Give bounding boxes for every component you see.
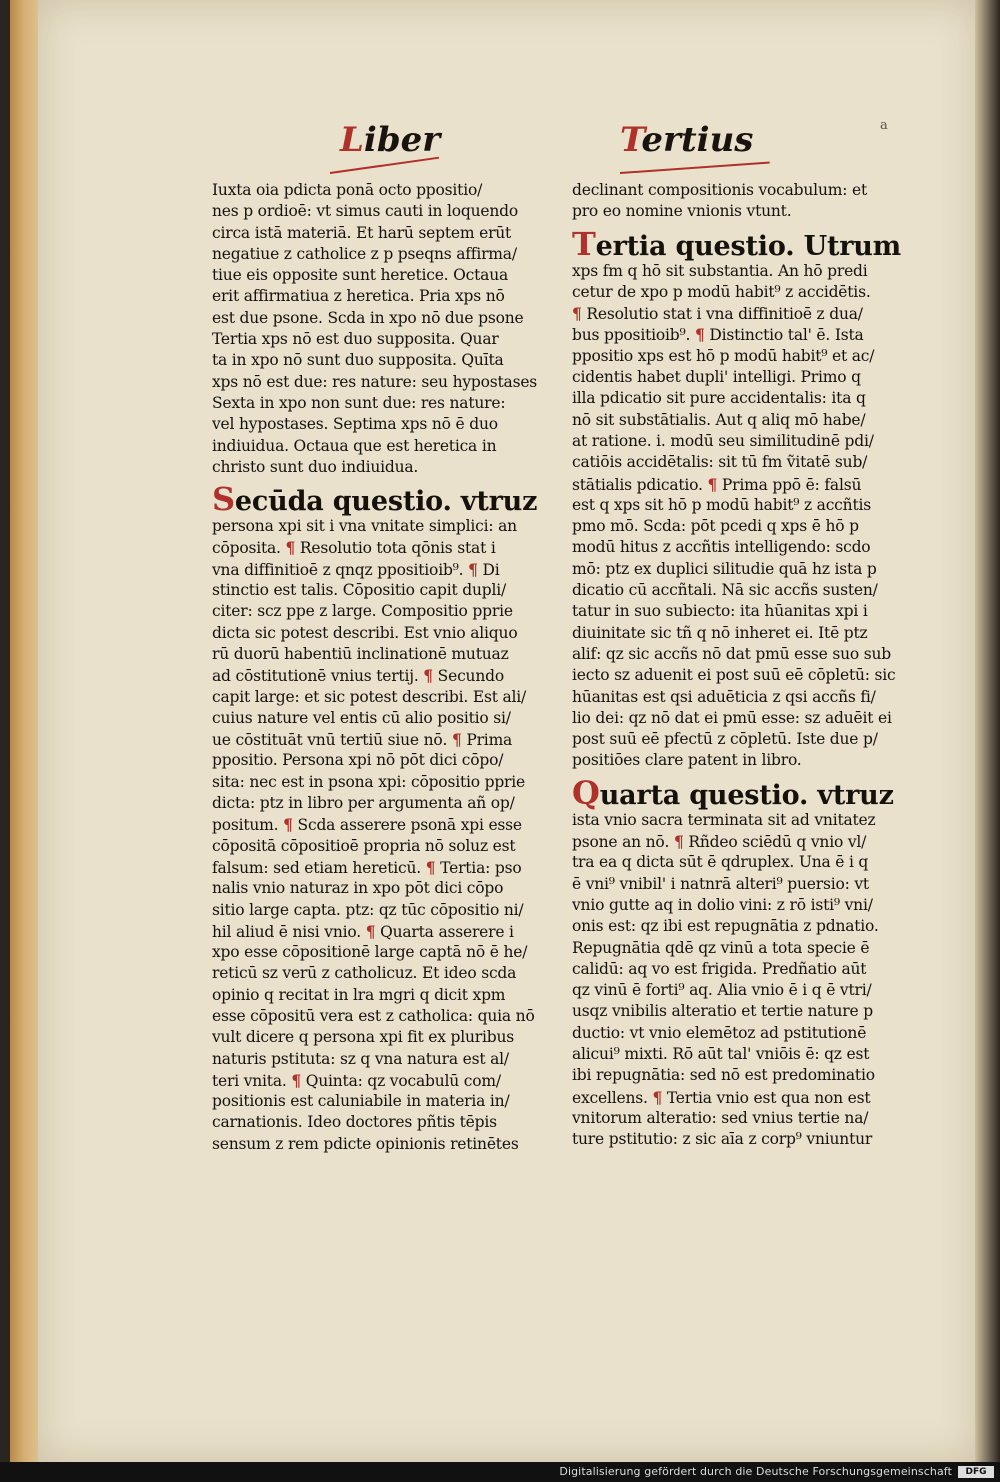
page-edge-left xyxy=(10,0,40,1462)
text-line: lio dei: qz nō dat ei pmū esse: sz aduēit ei xyxy=(572,708,892,727)
text-line: positiōes clare patent in libro. xyxy=(572,751,802,770)
pilcrow-icon: ¶ xyxy=(652,1087,663,1107)
left-column xyxy=(212,180,552,1155)
text-line: usqz vnibilis alteratio et tertie nature p xyxy=(572,1002,873,1021)
text-line: circa istā materiā. Et harū septem erūt xyxy=(212,223,512,242)
page-edge-right xyxy=(975,0,1000,1462)
text-line: persona xpi sit i vna vnitate simplici: an xyxy=(212,517,517,536)
heading-text: uarta questio. vtruz xyxy=(599,779,894,811)
text-line: christo sunt duo indiuidua. xyxy=(212,457,419,476)
pilcrow-icon: ¶ xyxy=(707,474,718,494)
pilcrow-icon: ¶ xyxy=(468,559,478,579)
text-line: psone an nō. ¶ Rñdeo sciēdū q vnio vl/ xyxy=(572,832,867,852)
text-line: post suū eē pfectū z cōpletū. Iste due p/ xyxy=(572,730,878,749)
text-line: tra ea q dicta sūt ē qdruplex. Una ē i q xyxy=(572,853,869,872)
rubric-initial: Q xyxy=(572,773,600,812)
text-line: Sexta in xpo non sunt due: res nature: xyxy=(212,393,506,412)
running-head-left-text: iber xyxy=(363,120,441,160)
text-line: ē vni⁹ vnibil' i natnrā alteri⁹ puersio: vt xyxy=(572,874,869,893)
pilcrow-icon: ¶ xyxy=(285,538,296,558)
text-line: teri vnita. ¶ Quinta: qz vocabulū com/ xyxy=(212,1070,501,1090)
text-line: bus ppositioib⁹. ¶ Distinctio tal' ē. Ista xyxy=(572,325,864,345)
text-line: negatiue z catholice z p pseqns affirma/ xyxy=(212,244,517,263)
text-line: positionis est caluniabile in materia in/ xyxy=(212,1092,510,1111)
text-line: ibi repugnātia: sed nō est predominatio xyxy=(572,1066,875,1085)
text-line: ue cōstituāt vnū tertiū siue nō. ¶ Prima xyxy=(212,730,513,750)
text-line: ta in xpo nō sunt duo supposita. Quīta xyxy=(212,351,504,370)
text-line: dicta sic potest describi. Est vnio aliquo xyxy=(212,623,518,642)
text-line: falsum: sed etiam hereticū. ¶ Tertia: pso xyxy=(212,857,522,877)
text-line: excellens. ¶ Tertia vnio est qua non est xyxy=(572,1087,871,1107)
question-heading xyxy=(212,480,552,519)
text-line: positum. ¶ Scda asserere psonā xpi esse xyxy=(212,815,522,835)
footer-bar xyxy=(0,1462,1000,1482)
text-line: opinio q recitat in lra mgri q dicit xpm xyxy=(212,985,506,1004)
text-line: diuinitate sic tñ q nō inheret ei. Itē ptz xyxy=(572,623,868,642)
text-line: nes p ordioē: vt simus cauti in loquendo xyxy=(212,202,519,221)
text-line: pmo mō. Scda: pōt pcedi q xps ē hō p xyxy=(572,517,859,536)
running-head-left xyxy=(340,120,440,160)
text-line: cuius nature vel entis cū alio positio si/ xyxy=(212,708,511,727)
text-line: dicta: ptz in libro per argumenta añ op/ xyxy=(212,794,515,813)
text-line: est q xps sit hō p modū habit⁹ z accñtis xyxy=(572,495,871,514)
text-line: capit large: et sic potest describi. Est ali/ xyxy=(212,687,527,706)
text-line: nō sit substātialis. Aut q aliq mō habe/ xyxy=(572,410,866,429)
running-head-left-initial: L xyxy=(340,120,364,160)
text-line: xps nō est due: res nature: seu hypostases xyxy=(212,372,538,391)
rubric-initial: T xyxy=(572,224,596,263)
text-line: naturis pstituta: sz q vna natura est al/ xyxy=(212,1049,509,1068)
text-line: vnio gutte aq in dolio vini: z rō isti⁹ vni/ xyxy=(572,895,873,914)
text-line: cidentis habet dupli' intelligi. Primo q xyxy=(572,368,861,387)
text-line: erit affirmatiua z heretica. Pria xps nō xyxy=(212,287,505,306)
text-line: Iuxta oia pdicta ponā octo ppositio/ xyxy=(212,181,483,199)
rubric-initial: S xyxy=(212,480,235,519)
pilcrow-icon: ¶ xyxy=(425,857,436,877)
text-line: ductio: vt vnio elemētoz ad pstitutionē xyxy=(572,1023,867,1042)
folio-mark: a xyxy=(880,118,888,133)
text-line: qz vinū ē forti⁹ aq. Alia vnio ē i q ē vtri/ xyxy=(572,981,872,1000)
text-line: citer: scz ppe z large. Compositio pprie xyxy=(212,602,513,621)
text-line: calidū: aq vo est frigida. Predñatio aūt xyxy=(572,959,867,978)
text-line: reticū sz verū z catholicuz. Et ideo scda xyxy=(212,964,517,983)
dfg-logo-icon: DFG xyxy=(958,1466,994,1478)
pilcrow-icon: ¶ xyxy=(283,815,293,835)
text-line: ture pstitutio: z sic aīa z corp⁹ vniuntur xyxy=(572,1130,873,1149)
text-line: ppositio. Persona xpi nō pōt dici cōpo/ xyxy=(212,751,504,770)
text-line: vult dicere q persona xpi fit ex pluribus xyxy=(212,1028,515,1047)
question-heading xyxy=(572,224,912,263)
text-line: iecto sz aduenit ei post suū eē cōpletū: sic xyxy=(572,666,896,685)
text-line: cetur de xpo p modū habit⁹ z accidētis. xyxy=(572,282,871,301)
text-line: ista vnio sacra terminata sit ad vnitatez xyxy=(572,810,876,829)
text-line: ad cōstitutionē vnius tertij. ¶ Secundo xyxy=(212,666,504,686)
text-line: Repugnātia qdē qz vinū a tota specie ē xyxy=(572,938,870,957)
text-line: pro eo nomine vnionis vtunt. xyxy=(572,202,792,221)
text-line: Tertia xps nō est duo supposita. Quar xyxy=(212,330,499,349)
text-line: ppositio xps est hō p modū habit⁹ et ac/ xyxy=(572,346,875,365)
pilcrow-icon: ¶ xyxy=(694,325,705,345)
pilcrow-icon: ¶ xyxy=(674,832,684,852)
text-line: xpo esse cōpositionē large captā nō ē he/ xyxy=(212,943,528,962)
text-line: stātialis pdicatio. ¶ Prima ppō ē: falsū xyxy=(572,474,862,494)
text-line: declinant compositionis vocabulum: et xyxy=(572,181,867,199)
running-head-right xyxy=(620,120,753,160)
question-heading xyxy=(572,773,912,812)
pilcrow-icon: ¶ xyxy=(451,730,462,750)
text-line: indiuidua. Octaua que est heretica in xyxy=(212,436,497,455)
text-line: dicatio cū accñtali. Nā sic accñs susten/ xyxy=(572,581,878,600)
text-line: at ratione. i. modū seu similitudinē pdi/ xyxy=(572,431,874,450)
text-line: sitio large capta. ptz: qz tūc cōpositio ni/ xyxy=(212,900,524,919)
pilcrow-icon: ¶ xyxy=(572,304,582,324)
right-column xyxy=(572,180,912,1150)
text-line: alicui⁹ mixti. Rō aūt tal' vniōis ē: qz est xyxy=(572,1044,870,1063)
heading-text: ertia questio. Utrum xyxy=(595,230,902,262)
text-line: vnitorum alteratio: sed vnius tertie na/ xyxy=(572,1108,869,1127)
text-line: ¶ Resolutio stat i vna diffinitioē z dua/ xyxy=(572,304,863,324)
text-line: est due psone. Scda in xpo nō due psone xyxy=(212,308,524,327)
text-line: modū hitus z accñtis intelligendo: scdo xyxy=(572,538,871,557)
heading-text: ecūda questio. vtruz xyxy=(234,486,538,518)
text-line: alif: qz sic accñs nō dat pmū esse suo sub xyxy=(572,644,891,663)
text-line: hūanitas est qsi aduēticia z qsi accñs fi/ xyxy=(572,687,876,706)
text-line: hil aliud ē nisi vnio. ¶ Quarta asserere i xyxy=(212,921,514,941)
text-line: sita: nec est in psona xpi: cōpositio pprie xyxy=(212,772,525,791)
pilcrow-icon: ¶ xyxy=(365,921,376,941)
text-line: xps fm q hō sit substantia. An hō predi xyxy=(572,261,868,280)
text-line: vna diffinitioē z qnqz ppositioib⁹. ¶ Di xyxy=(212,559,500,579)
text-line: esse cōpositū vera est z catholica: quia nō xyxy=(212,1006,535,1025)
text-line: illa pdicatio sit pure accidentalis: ita q xyxy=(572,389,866,408)
text-line: rū duorū habentiū inclinationē mutuaz xyxy=(212,644,509,663)
text-line: mō: ptz ex duplici silitudie quā hz ista p xyxy=(572,559,877,578)
running-head-right-text: ertius xyxy=(641,120,754,160)
running-head-right-initial: T xyxy=(620,120,642,160)
text-line: tatur in suo subiecto: ita hūanitas xpi i xyxy=(572,602,868,621)
text-line: stinctio est talis. Cōpositio capit dupli/ xyxy=(212,581,507,600)
text-line: cōposita. ¶ Resolutio tota qōnis stat i xyxy=(212,538,496,558)
footer-credit: Digitalisierung gefördert durch die Deutsche Forschungsgemeinschaft xyxy=(559,1465,952,1478)
text-line: cōpositā cōpositioē propria nō soluz est xyxy=(212,836,516,855)
text-line: vel hypostases. Septima xps nō ē duo xyxy=(212,415,498,434)
text-line: onis est: qz ibi est repugnātia z pdnatio. xyxy=(572,917,879,936)
text-line: carnationis. Ideo doctores pñtis tēpis xyxy=(212,1113,497,1132)
text-line: catiōis accidētalis: sit tū fm ṽitatē sub/ xyxy=(572,453,868,472)
text-line: nalis vnio naturaz in xpo pōt dici cōpo xyxy=(212,879,504,898)
pilcrow-icon: ¶ xyxy=(291,1070,301,1090)
text-line: sensum z rem pdicte opinionis retinētes xyxy=(212,1134,519,1153)
pilcrow-icon: ¶ xyxy=(423,666,433,686)
text-line: tiue eis opposite sunt heretice. Octaua xyxy=(212,266,509,285)
